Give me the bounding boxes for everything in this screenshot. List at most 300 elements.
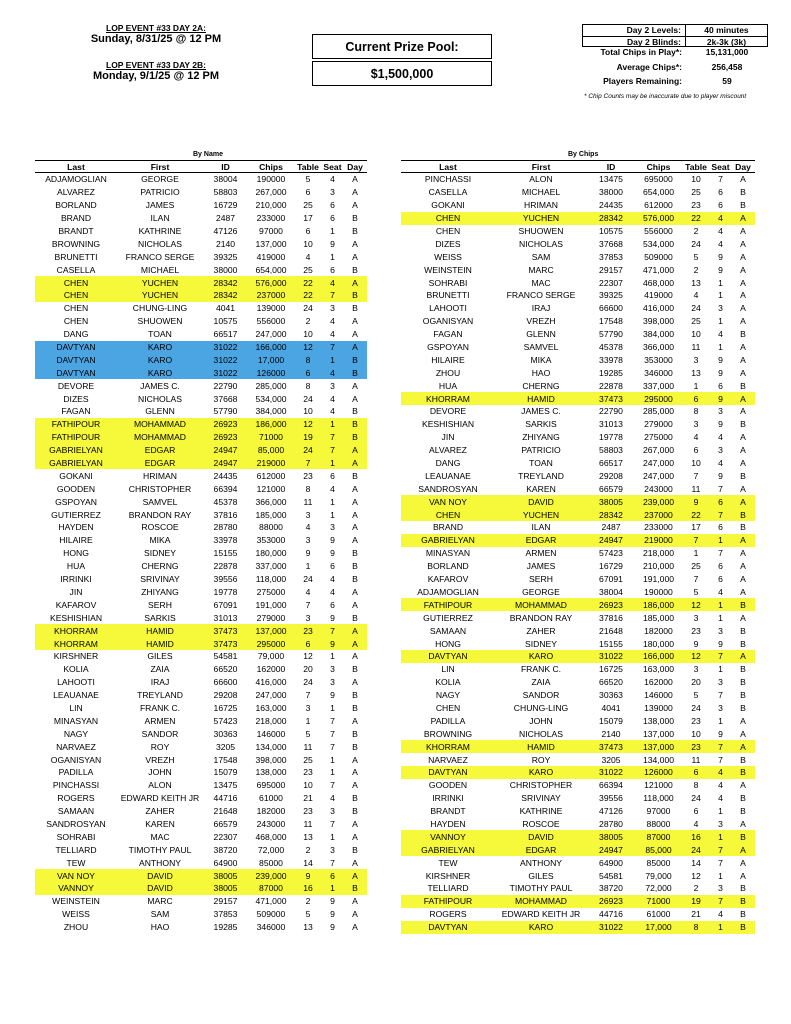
cell-chips: 88000 [259,522,283,533]
cell-day: B [352,793,358,804]
cell-last: SAMAAN [57,806,95,817]
cell-first: EDGAR [495,843,587,856]
cell-day: B [352,226,358,236]
cell-id: 37668 [599,238,623,249]
cell-last: BRAND [432,522,464,533]
cell-first: TOAN [148,329,172,340]
table-row [35,302,367,315]
cell-last: DEVORE [429,406,467,417]
cell-first: JAMES C. [140,380,180,391]
table-row [401,702,755,715]
cell-seat: 3 [718,818,723,829]
cell-first: ZAIA [150,664,170,675]
table-row [35,263,367,276]
cell-day: A [740,290,746,301]
stat-label: Day 2 Blinds: [582,36,685,48]
cell-day: B [352,303,358,314]
table-row [401,225,755,238]
cell-day: A [731,212,755,225]
cell-day: A [740,818,746,829]
cell-first: YUCHEN [117,289,203,302]
cell-last: HONG [63,548,89,559]
cell-id: 4041 [601,702,621,713]
cell-seat: 7 [330,728,335,739]
cell-seat: 3 [718,702,723,713]
table-row [401,237,755,250]
cell-table: 23 [691,715,701,726]
stat-value: 59 [722,76,732,87]
cell-id: 22878 [213,561,238,572]
cell-first: ANTHONY [519,857,563,868]
cell-first: ROY [150,741,170,752]
cell-chips: 185,000 [255,509,287,520]
table-row [401,792,755,805]
cell-seat: 1 [330,251,335,262]
cell-id: 2140 [215,238,236,249]
cell-last: BROWNING [51,238,101,249]
cell-first: JOHN [529,715,553,726]
cell-seat: 4 [718,458,723,469]
cell-last: LEAUANAE [425,470,471,481]
cell-chips: 534,000 [642,238,675,249]
cell-seat: 7 [710,650,731,663]
table-row [35,740,367,753]
cell-first: ANTHONY [138,857,182,868]
cell-id: 10575 [599,226,623,236]
cell-day: A [352,767,358,778]
cell-chips: 185,000 [642,612,675,623]
cell-day: A [740,316,746,327]
cell-day: A [740,780,746,791]
cell-chips: 219000 [248,457,294,470]
cell-id: 13475 [599,174,623,185]
cell-day: B [731,830,755,843]
cell-day: A [352,238,358,249]
cell-last: ADJAMOGLIAN [417,586,479,597]
cell-table: 7 [693,470,699,481]
cell-chips: 279000 [256,612,286,623]
cell-day: A [731,843,755,856]
cell-first: MICHAEL [140,264,180,275]
cell-seat: 1 [330,496,335,507]
cell-day: A [740,857,746,868]
cell-id: 29157 [213,896,238,907]
cell-table: 8 [682,921,710,934]
cell-day: A [352,393,358,404]
cell-first: ILAN [531,522,551,533]
cell-first: MICHAEL [521,187,561,198]
table-row [401,431,755,444]
cell-chips: 79,000 [645,870,672,881]
cell-chips: 471,000 [642,264,675,275]
cell-chips: 243000 [256,818,286,829]
cell-id: 24947 [203,457,248,470]
tournament-stats [582,24,768,88]
cell-table: 23 [303,470,313,481]
cell-id: 17548 [599,316,623,327]
table-row [35,727,367,740]
cell-chips: 279000 [644,419,673,430]
cell-table: 4 [305,586,311,597]
cell-day: B [740,677,746,688]
table-row [35,186,367,199]
cell-chips: 72,000 [645,883,672,894]
cell-id: 38720 [213,844,238,855]
cell-table: 3 [305,612,311,623]
table-row [401,328,755,341]
cell-table: 6 [682,392,710,405]
cell-seat: 1 [718,806,723,817]
cell-day: B [740,806,746,817]
cell-table: 6 [305,226,311,236]
cell-last: NAGY [435,690,461,701]
cell-chips: 137,000 [642,728,675,739]
cell-seat: 4 [330,793,335,804]
cell-seat: 4 [718,793,723,804]
cell-first: SRIVINAY [521,793,561,804]
cell-id: 38720 [599,883,623,894]
cell-first: PATRICIO [521,445,561,456]
cell-id: 24435 [599,200,623,211]
cell-table: 13 [303,831,313,842]
cell-seat: 6 [718,561,723,572]
cell-table: 3 [693,419,699,430]
cell-table: 12 [682,598,710,611]
cell-table: 4 [305,522,311,533]
cell-last: BRANDT [430,806,466,817]
cell-seat: 9 [718,638,723,649]
table-row [35,611,367,624]
cell-first: SARKIS [525,419,557,430]
cell-seat: 3 [718,677,723,688]
cell-day: B [343,418,367,431]
cell-last: KHORRAM [401,740,495,753]
cell-first: SHUOWEN [518,226,564,236]
table-row [35,921,367,934]
cell-last: ROGERS [57,793,95,804]
cell-id: 22878 [599,380,623,391]
cell-chips: 162000 [644,677,673,688]
cell-first: FRANK C. [520,664,562,675]
table-row [35,818,367,831]
cell-seat: 1 [330,226,335,236]
cell-chips: 162000 [256,664,286,675]
cell-first: DAVID [495,830,587,843]
cell-chips: 186,000 [635,598,682,611]
cell-day: B [352,470,358,481]
table-row [35,598,367,611]
cell-day: A [740,277,746,288]
stat-row-average-chips [582,62,768,74]
cell-table: 23 [303,767,313,778]
cell-seat: 4 [718,329,723,340]
cell-day: A [740,870,746,881]
cell-last: BRAND [60,213,92,224]
cell-table: 14 [691,857,701,868]
cell-last: SAMAAN [429,625,467,636]
cell-day: B [731,598,755,611]
cell-id: 37473 [587,740,635,753]
cell-chips: 576,000 [248,276,294,289]
cell-seat: 9 [330,909,335,920]
cell-first: GILES [147,651,173,662]
table-row [401,908,755,921]
event-2a-date: Sunday, 8/31/25 @ 12 PM [90,33,222,45]
cell-first: ILAN [150,213,170,224]
table-row [401,495,755,508]
cell-id: 38000 [599,187,623,198]
cell-seat: 3 [330,187,335,198]
table-row [35,882,367,895]
cell-id: 38005 [587,495,635,508]
cell-chips: 239,000 [635,495,682,508]
cell-id: 44716 [213,793,238,804]
cell-first: KARO [117,366,203,379]
cell-table: 9 [305,548,311,559]
cell-day: B [352,702,358,713]
cell-last: HONG [435,638,461,649]
cell-day: A [352,316,358,327]
cell-first: ZAIA [531,677,551,688]
table-row [401,586,755,599]
cell-chips: 576,000 [635,212,682,225]
table-row [401,379,755,392]
cell-id: 24947 [587,843,635,856]
cell-day: B [740,625,746,636]
table-row [401,547,755,560]
cell-first: TREYLAND [137,690,183,701]
cell-chips: 134,000 [255,741,287,752]
cell-id: 15079 [599,715,623,726]
cell-last: VAN NOY [401,495,495,508]
cell-first: KARO [117,341,203,354]
cell-day: B [352,548,358,559]
cell-day: A [740,612,746,623]
cell-id: 17548 [213,754,238,765]
table-row [401,276,755,289]
cell-table: 8 [305,380,311,391]
cell-first: DAVID [495,495,587,508]
cell-first: HAMID [495,392,587,405]
table-row [401,418,755,431]
cell-id: 54581 [213,651,238,662]
table-body [401,173,755,934]
cell-id: 28342 [203,289,248,302]
cell-day: B [352,213,358,224]
cell-chips: 285,000 [642,406,675,417]
cell-table: 22 [294,276,322,289]
stat-row-total-chips [582,47,768,59]
cell-seat: 1 [322,882,343,895]
cell-id: 37668 [213,393,238,404]
cell-day: A [740,367,746,378]
cell-chips: 346000 [256,922,286,933]
cell-last: IRRINKI [432,793,464,804]
cell-table: 23 [682,740,710,753]
cell-last: DAVTYAN [35,366,117,379]
cell-seat: 7 [718,690,723,701]
table-row [401,869,755,882]
cell-chips: 419000 [644,290,673,301]
cell-first: GILES [528,870,554,881]
cell-first: FRANCO SERGE [125,251,195,262]
cell-id: 39325 [599,290,623,301]
cell-chips: 163,000 [642,664,675,675]
cell-chips: 239,000 [248,869,294,882]
cell-first: GEORGE [522,586,560,597]
cell-id: 19778 [599,432,623,443]
table-row [401,534,755,547]
column-header-first: First [495,161,587,173]
cell-id: 66394 [213,483,238,494]
cell-id: 33978 [599,354,623,365]
cell-id: 31013 [213,612,238,623]
cell-chips: 166,000 [248,341,294,354]
cell-last: BRANDT [58,226,94,236]
table-row [401,753,755,766]
cell-table: 1 [693,380,699,391]
cell-table: 24 [691,238,701,249]
cell-chips: 191,000 [642,574,675,585]
cell-last: MINASYAN [53,715,99,726]
cell-first: CHRISTOPHER [128,483,192,494]
cell-id: 31022 [587,766,635,779]
cell-day: A [740,174,746,185]
cell-last: DANG [435,458,461,469]
cell-first: EDWARD KEITH JR [120,793,200,804]
cell-table: 10 [691,329,701,340]
cell-first: MAC [150,831,170,842]
cell-day: A [352,831,358,842]
table-row [35,650,367,663]
stat-row-levels [582,24,768,36]
table-row [401,289,755,302]
cell-seat: 6 [330,200,335,211]
cell-first: IRAJ [150,677,170,688]
cell-day: A [352,857,358,868]
cell-last: BORLAND [427,561,469,572]
cell-first: KAREN [526,483,556,494]
cell-first: MOHAMMAD [495,598,587,611]
cell-chips: 85,000 [635,843,682,856]
cell-seat: 9 [330,922,335,933]
cell-last: HUA [438,380,458,391]
table-row [35,573,367,586]
table-row [35,676,367,689]
prize-pool-label: Current Prize Pool: [312,34,492,59]
stat-value: 40 minutes [685,24,768,36]
cell-chips: 337,000 [255,561,287,572]
cell-seat: 7 [322,431,343,444]
cell-day: B [352,561,358,572]
cell-id: 58803 [213,187,238,198]
cell-table: 24 [303,393,313,404]
cell-id: 39325 [213,251,238,262]
cell-last: FAGAN [433,329,463,340]
cell-chips: 398,000 [642,316,675,327]
cell-chips: 237000 [248,289,294,302]
cell-last: HAYDEN [58,522,94,533]
cell-chips: 137,000 [248,624,294,637]
cell-id: 31022 [203,341,248,354]
table-row [35,508,367,521]
cell-day: A [740,715,746,726]
cell-seat: 3 [718,406,723,417]
table-row [35,624,367,637]
cell-id: 26923 [587,895,635,908]
cell-seat: 4 [322,366,343,379]
cell-day: A [352,329,358,340]
cell-id: 16725 [599,664,623,675]
stat-label: Day 2 Levels: [582,24,685,36]
table-row [401,689,755,702]
cell-day: A [352,200,358,211]
cell-id: 57423 [213,715,238,726]
cell-last: DAVTYAN [35,341,117,354]
cell-chips: 121000 [644,780,673,791]
cell-table: 6 [693,445,699,456]
table-header-row [35,161,367,173]
prize-pool-value: $1,500,000 [312,61,492,86]
cell-day: A [352,509,358,520]
cell-id: 2487 [601,522,621,533]
cell-first: NICHOLAS [138,238,182,249]
cell-chips: 97000 [259,226,283,236]
cell-last: OGANISYAN [50,754,102,765]
cell-seat: 9 [718,251,723,262]
table-row [401,315,755,328]
cell-last: KAFAROV [427,574,469,585]
table-row [35,779,367,792]
cell-first: GLENN [145,406,175,417]
table-row [35,792,367,805]
cell-table: 24 [294,444,322,457]
cell-id: 66517 [599,458,623,469]
table-row [35,714,367,727]
cell-first: MOHAMMAD [117,431,203,444]
cell-day: A [740,432,746,443]
table-row [35,237,367,250]
cell-seat: 1 [718,715,723,726]
cell-chips: 87000 [635,830,682,843]
cell-table: 3 [305,535,311,546]
cell-chips: 534,000 [255,393,287,404]
cell-seat: 1 [710,921,731,934]
cell-last: SOHRABI [428,277,468,288]
cell-id: 66520 [599,677,623,688]
table-row [401,714,755,727]
cell-chips: 146000 [644,690,673,701]
cell-chips: 71000 [248,431,294,444]
table-row [401,482,755,495]
cell-day: A [343,276,367,289]
cell-id: 54581 [599,870,623,881]
cell-id: 2487 [215,213,236,224]
cell-day: A [740,303,746,314]
cell-first: CHRISTOPHER [509,780,573,791]
cell-table: 16 [294,882,322,895]
cell-first: CHERNG [141,561,179,572]
cell-day: A [343,444,367,457]
cell-last: GABRIELYAN [35,444,117,457]
cell-last: JIN [69,586,83,597]
cell-table: 11 [691,342,701,353]
cell-first: VREZH [145,754,175,765]
cell-table: 23 [294,624,322,637]
cell-seat: 9 [330,896,335,907]
cell-first: TOAN [529,458,553,469]
cell-chips: 416,000 [255,677,287,688]
